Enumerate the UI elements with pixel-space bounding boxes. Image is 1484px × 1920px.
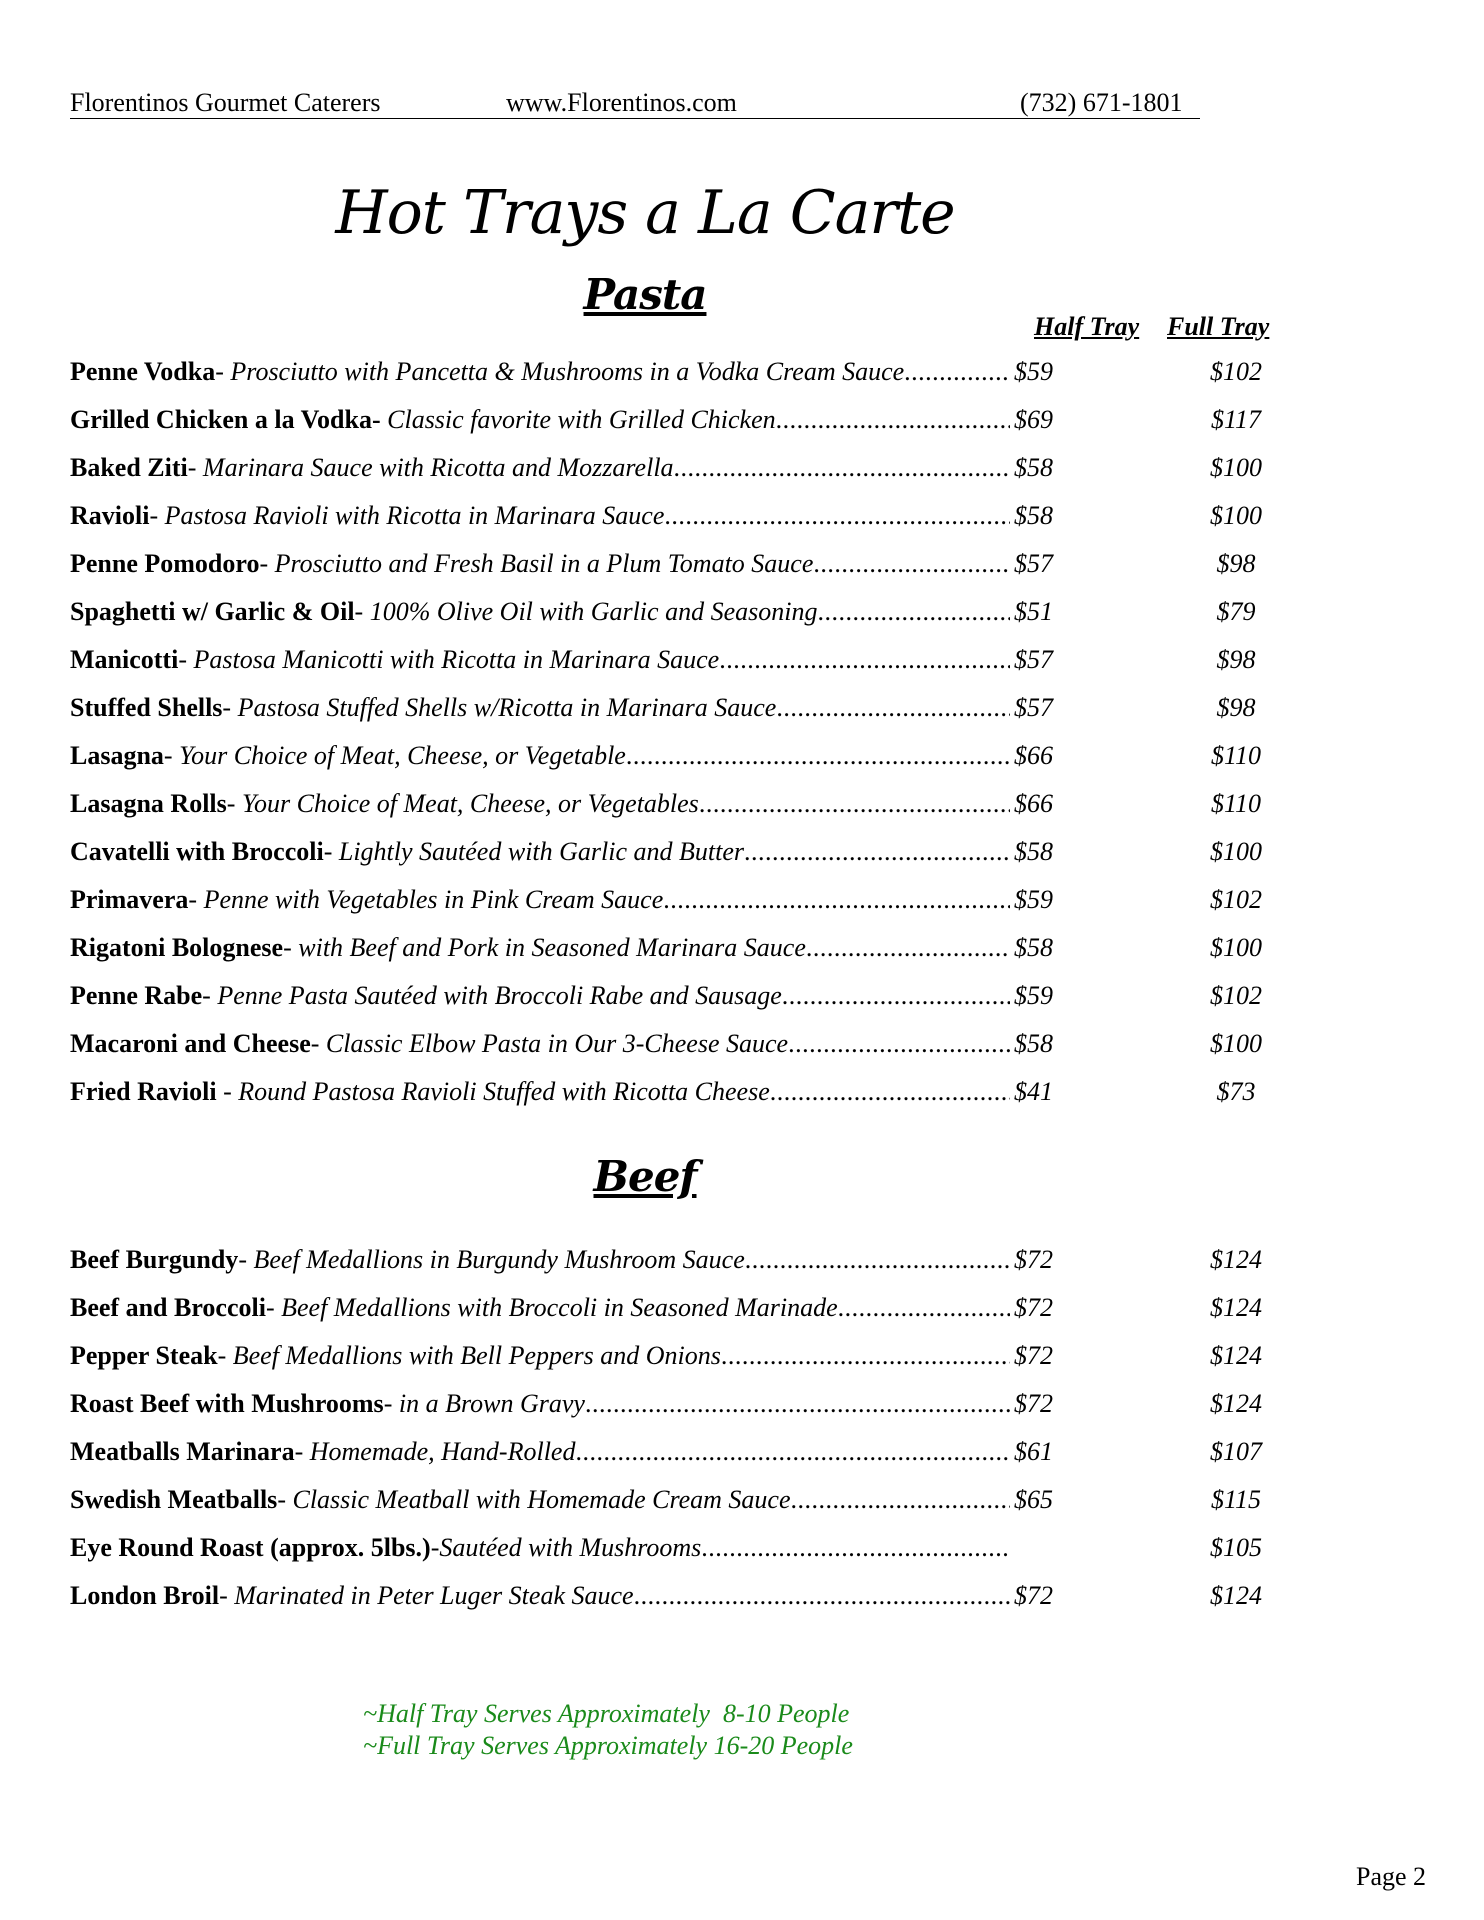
half-tray-price: $57 <box>1014 549 1053 578</box>
item-name: Stuffed Shells <box>70 693 223 722</box>
full-tray-price: $124 <box>1210 1389 1262 1418</box>
menu-item-row <box>70 1288 1270 1336</box>
menu-item-line <box>70 1072 1070 1112</box>
menu-item-line <box>70 688 1070 728</box>
menu-item-line <box>70 1576 1070 1616</box>
half-tray-price: $72 <box>1014 1341 1053 1370</box>
dot-leader <box>788 1024 1010 1064</box>
dot-leader <box>626 736 1010 776</box>
menu-item-row <box>70 736 1270 784</box>
page-header <box>70 88 1200 119</box>
dot-leader <box>663 880 1010 920</box>
dot-leader <box>721 1336 1010 1376</box>
full-tray-column-header: Full Tray <box>1167 312 1270 341</box>
dot-leader <box>575 1432 1010 1472</box>
full-tray-price: $100 <box>1210 837 1262 866</box>
full-tray-price: $100 <box>1210 453 1262 482</box>
dot-leader <box>744 832 1010 872</box>
menu-item-row <box>70 1432 1270 1480</box>
menu-item-line <box>70 928 1070 968</box>
item-separator: - <box>226 789 242 818</box>
menu-item-line <box>70 544 1070 584</box>
dot-leader <box>664 496 1010 536</box>
dot-leader <box>634 1576 1010 1616</box>
dot-leader <box>838 1288 1010 1328</box>
dot-leader <box>782 976 1010 1016</box>
item-name: Ravioli <box>70 501 150 530</box>
item-separator: - <box>217 1341 233 1370</box>
menu-item-line <box>70 640 1070 680</box>
item-name: Macaroni and Cheese <box>70 1029 311 1058</box>
dot-leader <box>745 1240 1010 1280</box>
page-title: Hot Trays a La Carte <box>335 178 955 248</box>
half-tray-price: $66 <box>1014 789 1053 818</box>
item-separator: - <box>294 1437 310 1466</box>
menu-item-row <box>70 1336 1270 1384</box>
half-tray-price: $69 <box>1014 405 1053 434</box>
item-name: Manicotti <box>70 645 179 674</box>
item-description: Prosciutto and Fresh Basil in a Plum Tomato Sauce <box>274 549 814 578</box>
menu-item-row <box>70 928 1270 976</box>
item-description: Classic favorite with Grilled Chicken <box>387 405 776 434</box>
page-number: Page 2 <box>1356 1862 1427 1891</box>
half-tray-price: $72 <box>1014 1581 1053 1610</box>
item-separator: - <box>219 1581 235 1610</box>
half-tray-price: $58 <box>1014 933 1053 962</box>
item-description: Prosciutto with Pancetta & Mushrooms in a Vodka Cream Sauce <box>230 357 905 386</box>
item-name: Pepper Steak <box>70 1341 218 1370</box>
menu-item-line <box>70 1288 1070 1328</box>
menu-item-row <box>70 1024 1270 1072</box>
full-tray-price: $124 <box>1210 1293 1262 1322</box>
menu-item-row <box>70 784 1270 832</box>
menu-item-row <box>70 448 1270 496</box>
item-separator: - <box>188 885 204 914</box>
menu-item-line <box>70 400 1070 440</box>
item-name: Grilled Chicken a la Vodka- <box>70 405 381 434</box>
menu-item-line <box>70 592 1070 632</box>
menu-item-line <box>70 736 1070 776</box>
full-tray-price: $102 <box>1210 885 1262 914</box>
item-description: Round Pastosa Ravioli Stuffed with Ricotta Cheese <box>238 1077 770 1106</box>
dot-leader <box>776 688 1010 728</box>
item-description: Marinara Sauce with Ricotta and Mozzarella <box>202 453 674 482</box>
menu-item-row <box>70 592 1270 640</box>
full-tray-price: $117 <box>1210 405 1262 434</box>
phone-number: (732) 671-1801 <box>1020 88 1183 117</box>
menu-item-row <box>70 640 1270 688</box>
full-tray-price: $98 <box>1216 549 1256 578</box>
menu-item-line <box>70 1528 1070 1568</box>
item-name: Beef and Broccoli <box>70 1293 266 1322</box>
half-tray-price: $61 <box>1014 1437 1053 1466</box>
menu-item-line <box>70 1480 1070 1520</box>
item-separator: - <box>265 1293 282 1322</box>
half-tray-price: $59 <box>1014 981 1053 1010</box>
full-tray-price: $100 <box>1210 933 1262 962</box>
serving-notes <box>363 1698 853 1762</box>
full-tray-note: ~Full Tray Serves Approximately 16-20 People <box>363 1731 853 1760</box>
item-description: Beef Medallions with Broccoli in Seasoned Marinade <box>281 1293 838 1322</box>
menu-item-row <box>70 1480 1270 1528</box>
full-tray-price: $102 <box>1210 357 1262 386</box>
item-name: Penne Rabe <box>70 981 203 1010</box>
menu-item-line <box>70 1024 1070 1064</box>
item-name: Lasagna Rolls <box>70 789 227 818</box>
menu-item-row <box>70 1240 1270 1288</box>
item-description: 100% Olive Oil with Garlic and Seasoning <box>369 597 818 626</box>
dot-leader <box>904 352 1010 392</box>
half-tray-price: $57 <box>1014 645 1053 674</box>
item-name: Swedish Meatballs <box>70 1485 278 1514</box>
item-separator: - <box>283 933 299 962</box>
item-name: Eye Round Roast (approx. 5lbs.) <box>70 1533 431 1562</box>
dot-leader <box>585 1384 1010 1424</box>
item-description: Classic Meatball with Homemade Cream Sauce <box>292 1485 791 1514</box>
item-separator: - <box>238 1245 254 1274</box>
item-name: Cavatelli with Broccoli <box>70 837 324 866</box>
item-name: Meatballs Marinara <box>70 1437 295 1466</box>
item-name: Penne Pomodoro <box>70 549 260 578</box>
dot-leader <box>817 592 1010 632</box>
item-description: Pastosa Stuffed Shells w/Ricotta in Marinara Sauce <box>237 693 777 722</box>
half-tray-column-header: Half Tray <box>1034 312 1140 341</box>
item-description: Homemade, Hand-Rolled <box>309 1437 576 1466</box>
menu-item-line <box>70 496 1070 536</box>
full-tray-price: $98 <box>1216 645 1256 674</box>
half-tray-price: $58 <box>1014 837 1053 866</box>
half-tray-price: $72 <box>1014 1293 1053 1322</box>
item-separator: - <box>178 645 194 674</box>
menu-item-row <box>70 1384 1270 1432</box>
menu-item-line <box>70 1384 1070 1424</box>
half-tray-price: $72 <box>1014 1245 1053 1274</box>
full-tray-price: $98 <box>1216 693 1256 722</box>
half-tray-price: $72 <box>1014 1389 1053 1418</box>
full-tray-price: $100 <box>1210 501 1262 530</box>
beef-heading: Beef <box>593 1152 697 1201</box>
menu-item-line <box>70 880 1070 920</box>
dot-leader <box>776 400 1010 440</box>
half-tray-price: $41 <box>1014 1077 1053 1106</box>
dot-leader <box>719 640 1010 680</box>
menu-item-line <box>70 1240 1070 1280</box>
full-tray-price: $105 <box>1210 1533 1262 1562</box>
menu-item-row <box>70 688 1270 736</box>
menu-item-row <box>70 352 1270 400</box>
menu-item-line <box>70 784 1070 824</box>
item-separator: - <box>222 693 238 722</box>
half-tray-price: $59 <box>1014 357 1053 386</box>
item-separator: - <box>259 549 275 578</box>
beef-item-list <box>70 1240 1270 1624</box>
menu-item-row <box>70 976 1270 1024</box>
item-separator: - <box>430 1533 440 1562</box>
full-tray-price: $110 <box>1210 741 1262 770</box>
item-separator: - <box>354 597 370 626</box>
menu-item-row <box>70 832 1270 880</box>
full-tray-price: $124 <box>1210 1245 1262 1274</box>
item-name: Beef Burgundy <box>70 1245 239 1274</box>
item-name: Baked Ziti <box>70 453 188 482</box>
dot-leader <box>674 448 1010 488</box>
full-tray-price: $79 <box>1216 597 1256 626</box>
menu-item-row <box>70 1576 1270 1624</box>
full-tray-price: $73 <box>1216 1077 1256 1106</box>
dot-leader <box>699 784 1010 824</box>
item-description: Marinated in Peter Luger Steak Sauce <box>234 1581 634 1610</box>
dot-leader <box>791 1480 1010 1520</box>
half-tray-price: $59 <box>1014 885 1053 914</box>
item-name: Primavera <box>70 885 189 914</box>
full-tray-price: $110 <box>1210 789 1262 818</box>
dot-leader <box>770 1072 1010 1112</box>
item-description: Penne Pasta Sautéed with Broccoli Rabe and Sausage <box>217 981 782 1010</box>
item-name: Roast Beef with Mushrooms <box>70 1389 384 1418</box>
menu-item-line <box>70 1336 1070 1376</box>
full-tray-price: $115 <box>1210 1485 1262 1514</box>
item-name: Lasagna <box>70 741 164 770</box>
menu-item-row <box>70 1072 1270 1120</box>
full-tray-price: $107 <box>1210 1437 1262 1466</box>
item-name: Penne Vodka <box>70 357 216 386</box>
item-description: Beef Medallions in Burgundy Mushroom Sauce <box>253 1245 745 1274</box>
item-description: Penne with Vegetables in Pink Cream Sauce <box>203 885 664 914</box>
half-tray-price: $66 <box>1014 741 1053 770</box>
half-tray-price <box>1010 1528 1070 1568</box>
pasta-heading: Pasta <box>583 270 707 319</box>
menu-item-row <box>70 544 1270 592</box>
half-tray-note: ~Half Tray Serves Approximately 8-10 People <box>363 1699 850 1728</box>
item-separator: - <box>187 453 203 482</box>
full-tray-price: $124 <box>1210 1581 1262 1610</box>
dot-leader <box>701 1528 1010 1568</box>
menu-item-row <box>70 496 1270 544</box>
full-tray-price: $102 <box>1210 981 1262 1010</box>
menu-item-row <box>70 880 1270 928</box>
item-description: Lightly Sautéed with Garlic and Butter <box>338 837 745 866</box>
item-description: with Beef and Pork in Seasoned Marinara Sauce <box>298 933 806 962</box>
dot-leader <box>813 544 1010 584</box>
half-tray-price: $58 <box>1014 453 1053 482</box>
item-name: Rigatoni Bolognese <box>70 933 284 962</box>
menu-item-line <box>70 832 1070 872</box>
website-link[interactable]: www.Florentinos.com <box>506 88 737 117</box>
item-separator: - <box>163 741 180 770</box>
item-separator: - <box>149 501 165 530</box>
item-description: Your Choice of Meat, Cheese, or Vegetable <box>179 741 626 770</box>
item-description: Sautéed with Mushrooms <box>439 1533 702 1562</box>
half-tray-price: $58 <box>1014 1029 1053 1058</box>
item-description: Pastosa Manicotti with Ricotta in Marinara Sauce <box>193 645 720 674</box>
half-tray-price: $57 <box>1014 693 1053 722</box>
dot-leader <box>806 928 1010 968</box>
item-description: Your Choice of Meat, Cheese, or Vegetables <box>241 789 699 818</box>
item-separator: - <box>277 1485 293 1514</box>
item-description: Beef Medallions with Bell Peppers and Onions <box>232 1341 721 1370</box>
menu-item-row <box>70 1528 1270 1576</box>
company-name: Florentinos Gourmet Caterers <box>70 88 381 117</box>
full-tray-price: $100 <box>1210 1029 1262 1058</box>
full-tray-price: $124 <box>1210 1341 1262 1370</box>
half-tray-price: $58 <box>1014 501 1053 530</box>
menu-item-line <box>70 352 1070 392</box>
item-description: in a Brown Gravy <box>398 1389 585 1418</box>
menu-item-row <box>70 400 1270 448</box>
item-separator: - <box>216 1077 239 1106</box>
item-name: London Broil <box>70 1581 220 1610</box>
half-tray-price: $65 <box>1014 1485 1053 1514</box>
half-tray-price: $51 <box>1014 597 1053 626</box>
item-description: Pastosa Ravioli with Ricotta in Marinara Sauce <box>164 501 665 530</box>
menu-item-line <box>70 1432 1070 1472</box>
menu-item-line <box>70 976 1070 1016</box>
item-name: Fried Ravioli <box>70 1077 217 1106</box>
item-separator: - <box>383 1389 399 1418</box>
menu-item-line <box>70 448 1070 488</box>
item-separator: - <box>310 1029 326 1058</box>
item-separator: - <box>215 357 231 386</box>
pasta-item-list <box>70 352 1270 1120</box>
item-separator: - <box>202 981 218 1010</box>
item-name: Spaghetti w/ Garlic & Oil <box>70 597 355 626</box>
item-separator: - <box>323 837 339 866</box>
item-description: Classic Elbow Pasta in Our 3-Cheese Sauce <box>325 1029 789 1058</box>
